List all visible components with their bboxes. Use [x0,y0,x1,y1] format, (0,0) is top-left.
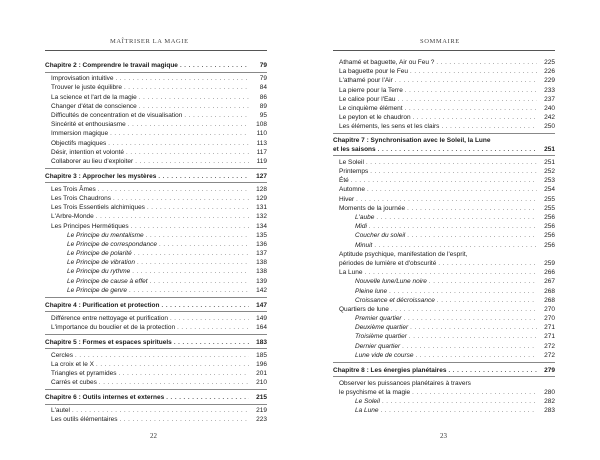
toc-entry[interactable]: Moments de la journée . . . 255 [333,204,555,213]
toc-subentry[interactable]: Troisième quartier . . . 271 [333,332,555,341]
toc-entry[interactable]: La croix et le X . . . 196 [45,360,267,369]
toc-chapter[interactable]: Chapitre 5 : Formes et espaces spirituels . . . 183 [45,338,267,347]
toc-entry[interactable]: Le calice pour l'Eau . . . 237 [333,95,555,104]
toc-entry[interactable]: Le cinquième élément . . . 240 [333,104,555,113]
toc-entry[interactable]: L'importance du bouclier et de la protection . . . 164 [45,323,267,332]
toc-subentry[interactable]: Le Principe du rythme . . . 138 [45,267,267,276]
toc-subentry[interactable]: Le Principe de genre . . . 142 [45,286,267,295]
right-page [300,0,600,460]
toc-chapter[interactable]: Chapitre 8 : Les énergies planétaires . . . 279 [333,366,555,375]
toc-entry-line1[interactable]: Observer les puissances planétaires à travers [339,379,471,387]
divider [45,311,267,312]
toc-entry[interactable]: Quartiers de lune . . . 270 [333,305,555,314]
toc-entry[interactable]: Difficultés de concentration et de visualisation . . . 95 [45,111,267,120]
toc-entry[interactable]: L'autel . . . 219 [45,406,267,415]
divider [45,297,267,298]
toc-subentry[interactable]: Le Principe du mentalisme . . . 135 [45,231,267,240]
toc-entry[interactable]: Différence entre nettoyage et purification . . . 149 [45,314,267,323]
toc-entry[interactable]: Printemps . . . 252 [333,167,555,176]
toc-entry[interactable]: Les éléments, les sens et les clairs . . . 250 [333,122,555,131]
toc-entry[interactable]: La pierre pour la Terre . . . 233 [333,86,555,95]
toc-subentry[interactable]: Pleine lune . . . 268 [333,287,555,296]
toc-entry[interactable]: Les Trois Âmes . . . 128 [45,185,267,194]
toc-entry[interactable]: Improvisation intuitive . . . 79 [45,74,267,83]
header-rule [333,50,555,51]
toc-entry[interactable]: le psychisme et la magie . . . 280 [333,388,555,397]
toc-entry[interactable]: La Lune . . . 266 [333,268,555,277]
toc-left [45,58,267,425]
divider [45,182,267,183]
toc-chapter[interactable]: et les saisons . . . 251 [333,145,555,154]
toc-subentry[interactable]: Premier quartier . . . 270 [333,314,555,323]
toc-entry[interactable]: Les Trois Chaudrons . . . 129 [45,194,267,203]
toc-entry[interactable]: périodes de lumière et d'obscurité . . . 259 [333,259,555,268]
toc-entry[interactable]: La baguette pour le Feu . . . 226 [333,67,555,76]
toc-subentry[interactable]: Le Soleil . . . 282 [333,397,555,406]
divider [45,334,267,335]
toc-subentry[interactable]: Le Principe de polarité . . . 137 [45,249,267,258]
toc-entry[interactable]: Le Soleil . . . 251 [333,158,555,167]
toc-subentry[interactable]: Lune vide de course . . . 272 [333,351,555,360]
toc-entry[interactable]: Hiver . . . 255 [333,195,555,204]
header-rule [45,50,267,51]
toc-right [333,58,555,415]
toc-entry[interactable]: Les outils élémentaires . . . 223 [45,415,267,424]
toc-subentry[interactable]: Le Principe de vibration . . . 138 [45,258,267,267]
toc-entry[interactable]: Désir, intention et volonté . . . 117 [45,148,267,157]
divider [333,362,555,363]
divider [45,168,267,169]
toc-subentry[interactable]: L'aube . . . 256 [333,213,555,222]
toc-entry[interactable]: Objectifs magiques . . . 113 [45,139,267,148]
toc-entry[interactable]: Carrés et cubes . . . 210 [45,378,267,387]
running-header: MAÎTRISER LA MAGIE [110,38,189,45]
toc-entry[interactable]: Collaborer au lieu d'exploiter . . . 119 [45,157,267,166]
toc-entry[interactable]: Été . . . 253 [333,176,555,185]
divider [333,155,555,156]
divider [45,72,267,73]
toc-entry[interactable]: Les Principes Hermétiques . . . 134 [45,222,267,231]
toc-entry[interactable]: La science et l'art de la magie . . . 86 [45,93,267,102]
toc-subentry[interactable]: Nouvelle lune/Lune noire . . . 267 [333,277,555,286]
toc-entry[interactable]: L'Arbre-Monde . . . 132 [45,212,267,221]
toc-entry[interactable]: Athamé et baguette, Air ou Feu ? . . . 225 [333,58,555,67]
toc-chapter-line1[interactable]: Chapitre 7 : Synchronisation avec le Soleil, la Lune [333,136,491,144]
toc-subentry[interactable]: Midi . . . 256 [333,222,555,231]
toc-subentry[interactable]: Le Principe de correspondance . . . 136 [45,240,267,249]
running-header: SOMMAIRE [420,38,460,45]
page-number: 22 [150,432,157,440]
toc-entry[interactable]: Les Trois Essentiels alchimiques . . . 131 [45,203,267,212]
toc-subentry[interactable]: La Lune . . . 283 [333,406,555,415]
toc-subentry[interactable]: Deuxième quartier . . . 271 [333,323,555,332]
divider [333,133,555,134]
toc-subentry[interactable]: Coucher du soleil . . . 256 [333,231,555,240]
divider [45,348,267,349]
divider [45,404,267,405]
toc-entry[interactable]: Triangles et pyramides . . . 201 [45,369,267,378]
toc-entry[interactable]: L'athamé pour l'Air . . . 229 [333,76,555,85]
toc-chapter[interactable]: Chapitre 4 : Purification et protection . . . 147 [45,301,267,310]
toc-subentry[interactable]: Le Principe de cause à effet . . . 139 [45,277,267,286]
toc-entry[interactable]: Automne . . . 254 [333,185,555,194]
toc-entry-line1[interactable]: Aptitude psychique, manifestation de l'esprit, [339,250,468,258]
toc-entry[interactable]: Sincérité et enthousiasme . . . 108 [45,120,267,129]
page-number: 23 [440,432,447,440]
toc-subentry[interactable]: Dernier quartier . . . 272 [333,342,555,351]
toc-subentry[interactable]: Minuit . . . 256 [333,241,555,250]
toc-entry[interactable]: Immersion magique . . . 110 [45,129,267,138]
divider [333,376,555,377]
toc-entry[interactable]: Le peyton et le chaudron . . . 242 [333,113,555,122]
toc-entry[interactable]: Trouver le juste équilibre . . . 84 [45,83,267,92]
toc-chapter[interactable]: Chapitre 6 : Outils internes et externes . . . 215 [45,393,267,402]
toc-entry[interactable]: Changer d'état de conscience . . . 89 [45,102,267,111]
toc-entry[interactable]: Cercles . . . 185 [45,351,267,360]
toc-subentry[interactable]: Croissance et décroissance . . . 268 [333,296,555,305]
divider [45,389,267,390]
toc-chapter[interactable]: Chapitre 3 : Approcher les mystères . . . 127 [45,172,267,181]
toc-chapter[interactable]: Chapitre 2 : Comprendre le travail magique . . . 79 [45,61,267,70]
